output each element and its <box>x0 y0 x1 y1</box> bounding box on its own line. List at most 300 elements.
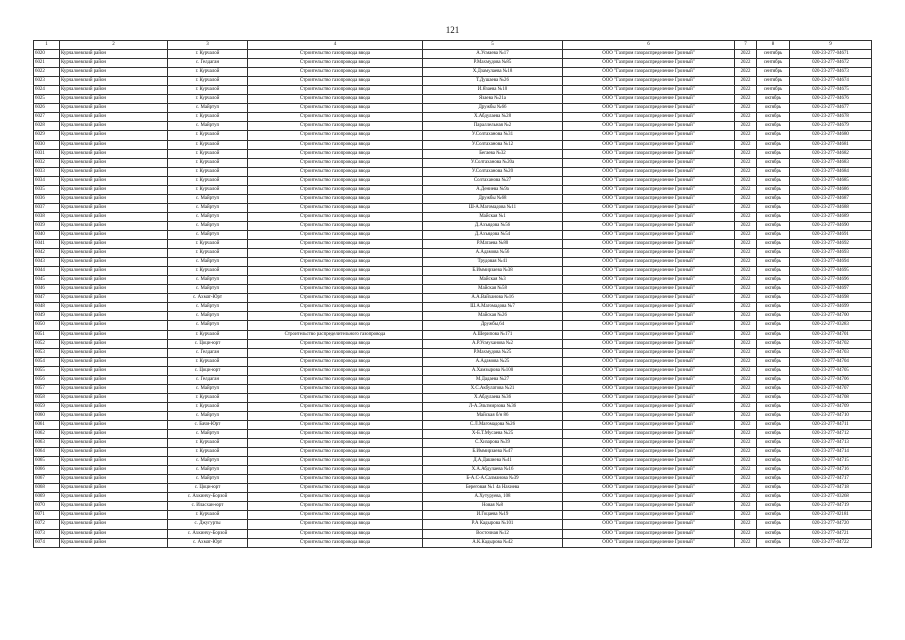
cell-row-number: 6074 <box>34 538 60 547</box>
cell-month: сентябрь <box>757 50 790 59</box>
cell-row-number: 6059 <box>34 402 60 411</box>
cell-month: октябрь <box>757 330 790 339</box>
cell-year: 2022 <box>735 366 757 375</box>
cell-row-number: 6032 <box>34 158 60 167</box>
cell-year: 2022 <box>735 95 757 104</box>
cell-district: Курчалоевский район <box>60 230 168 239</box>
cell-address: Майская б/н 86 <box>423 411 563 420</box>
table-row <box>34 411 872 420</box>
column-header: 3 <box>168 41 248 50</box>
cell-permit-number: 020-23-277-04715 <box>790 457 872 466</box>
cell-work-type: Строительство газопровода ввода <box>248 384 423 393</box>
cell-settlement: с. Гелдаган <box>168 348 248 357</box>
cell-organization: ООО "Газпром газораспределение Грозный" <box>563 149 735 158</box>
table-row <box>34 212 872 221</box>
cell-row-number: 6065 <box>34 457 60 466</box>
column-header: 4 <box>248 41 423 50</box>
cell-permit-number: 020-22-277-03283 <box>790 321 872 330</box>
cell-organization: ООО "Газпром газораспределение Грозный" <box>563 240 735 249</box>
cell-work-type: Строительство газопровода ввода <box>248 285 423 294</box>
cell-row-number: 6027 <box>34 113 60 122</box>
cell-settlement: с. Цоци-юрт <box>168 484 248 493</box>
cell-work-type: Строительство газопровода ввода <box>248 77 423 86</box>
cell-work-type: Строительство газопровода ввода <box>248 113 423 122</box>
cell-settlement: г. Курчалой <box>168 113 248 122</box>
cell-permit-number: 020-23-277-04673 <box>790 68 872 77</box>
table-row <box>34 149 872 158</box>
cell-permit-number: 020-23-277-04689 <box>790 212 872 221</box>
cell-settlement: с. Майртуп <box>168 466 248 475</box>
cell-organization: ООО "Газпром газораспределение Грозный" <box>563 59 735 68</box>
cell-organization: ООО "Газпром газораспределение Грозный" <box>563 357 735 366</box>
cell-row-number: 6064 <box>34 448 60 457</box>
cell-month: октябрь <box>757 402 790 411</box>
cell-address: Р.А Кадырова №101 <box>423 520 563 529</box>
cell-address: А.Хамзырова №100 <box>423 366 563 375</box>
cell-permit-number: 020-23-277-04683 <box>790 158 872 167</box>
cell-year: 2022 <box>735 77 757 86</box>
cell-year: 2022 <box>735 538 757 547</box>
cell-district: Курчалоевский район <box>60 366 168 375</box>
cell-district: Курчалоевский район <box>60 185 168 194</box>
cell-organization: ООО "Газпром газораспределение Грозный" <box>563 249 735 258</box>
table-row <box>34 104 872 113</box>
cell-month: сентябрь <box>757 77 790 86</box>
cell-permit-number: 020-23-277-03268 <box>790 493 872 502</box>
cell-district: Курчалоевский район <box>60 86 168 95</box>
table-row <box>34 457 872 466</box>
cell-organization: ООО "Газпром газораспределение Грозный" <box>563 113 735 122</box>
cell-district: Курчалоевский район <box>60 104 168 113</box>
cell-month: октябрь <box>757 221 790 230</box>
cell-work-type: Строительство газопровода ввода <box>248 303 423 312</box>
cell-district: Курчалоевский район <box>60 357 168 366</box>
column-header: 7 <box>735 41 757 50</box>
cell-organization: ООО "Газпром газораспределение Грозный" <box>563 502 735 511</box>
cell-month: октябрь <box>757 348 790 357</box>
cell-row-number: 6045 <box>34 276 60 285</box>
cell-year: 2022 <box>735 448 757 457</box>
cell-organization: ООО "Газпром газораспределение Грозный" <box>563 131 735 140</box>
cell-settlement: г. Курчалой <box>168 140 248 149</box>
cell-work-type: Строительство газопровода ввода <box>248 393 423 402</box>
cell-address: С.Л.Магомадова №26 <box>423 420 563 429</box>
cell-settlement: с. Ахмат-Юрт <box>168 294 248 303</box>
cell-settlement: с. Гелдаган <box>168 59 248 68</box>
cell-address: У.Солтаханова №12 <box>423 140 563 149</box>
cell-district: Курчалоевский район <box>60 50 168 59</box>
cell-year: 2022 <box>735 484 757 493</box>
cell-address: Х.С.Акбулатова №21 <box>423 384 563 393</box>
cell-district: Курчалоевский район <box>60 68 168 77</box>
cell-address: Ш.А.Магомадова №7 <box>423 303 563 312</box>
cell-permit-number: 020-23-277-04717 <box>790 475 872 484</box>
table-row <box>34 176 872 185</box>
cell-organization: ООО "Газпром газораспределение Грозный" <box>563 77 735 86</box>
cell-district: Курчалоевский район <box>60 122 168 131</box>
cell-district: Курчалоевский район <box>60 321 168 330</box>
cell-organization: ООО "Газпром газораспределение Грозный" <box>563 321 735 330</box>
cell-organization: ООО "Газпром газораспределение Грозный" <box>563 185 735 194</box>
table-row <box>34 77 872 86</box>
cell-work-type: Строительство газопровода ввода <box>248 520 423 529</box>
cell-organization: ООО "Газпром газораспределение Грозный" <box>563 203 735 212</box>
cell-permit-number: 020-23-277-04700 <box>790 312 872 321</box>
cell-district: Курчалоевский район <box>60 348 168 357</box>
cell-district: Курчалоевский район <box>60 95 168 104</box>
cell-year: 2022 <box>735 249 757 258</box>
cell-month: октябрь <box>757 149 790 158</box>
cell-address: Бегаева №32 <box>423 149 563 158</box>
cell-settlement: с. Майртуп <box>168 303 248 312</box>
cell-permit-number: 020-23-277-04696 <box>790 276 872 285</box>
cell-month: октябрь <box>757 511 790 520</box>
cell-month: октябрь <box>757 249 790 258</box>
cell-permit-number: 020-23-277-04719 <box>790 502 872 511</box>
cell-row-number: 6057 <box>34 384 60 393</box>
cell-address: Параллельная №2 <box>423 122 563 131</box>
column-header: 1 <box>34 41 60 50</box>
cell-permit-number: 020-23-277-04671 <box>790 50 872 59</box>
cell-permit-number: 020-23-277-04679 <box>790 122 872 131</box>
cell-row-number: 6062 <box>34 430 60 439</box>
table-row <box>34 366 872 375</box>
cell-work-type: Строительство газопровода ввода <box>248 95 423 104</box>
cell-settlement: г. Курчалой <box>168 448 248 457</box>
cell-row-number: 6072 <box>34 520 60 529</box>
cell-permit-number: 020-23-277-04711 <box>790 420 872 429</box>
cell-district: Курчалоевский район <box>60 457 168 466</box>
cell-settlement: г. Курчалой <box>168 240 248 249</box>
cell-row-number: 6061 <box>34 420 60 429</box>
cell-permit-number: 020-23-277-04722 <box>790 538 872 547</box>
cell-row-number: 6024 <box>34 86 60 95</box>
cell-settlement: с. Майртуп <box>168 104 248 113</box>
cell-month: октябрь <box>757 529 790 538</box>
cell-work-type: Строительство газопровода ввода <box>248 158 423 167</box>
cell-year: 2022 <box>735 212 757 221</box>
table-row <box>34 167 872 176</box>
table-row <box>34 249 872 258</box>
cell-settlement: г. Курчалой <box>168 77 248 86</box>
cell-row-number: 6044 <box>34 267 60 276</box>
cell-work-type: Строительство газопровода ввода <box>248 59 423 68</box>
cell-settlement: г. Курчалой <box>168 95 248 104</box>
cell-district: Курчалоевский район <box>60 384 168 393</box>
table-row <box>34 502 872 511</box>
cell-settlement: с. Ахкинчу-Борзой <box>168 529 248 538</box>
cell-row-number: 6037 <box>34 203 60 212</box>
cell-row-number: 6036 <box>34 194 60 203</box>
cell-year: 2022 <box>735 276 757 285</box>
cell-organization: ООО "Газпром газораспределение Грозный" <box>563 140 735 149</box>
cell-permit-number: 020-23-277-04704 <box>790 357 872 366</box>
cell-month: октябрь <box>757 375 790 384</box>
cell-permit-number: 020-23-277-04703 <box>790 348 872 357</box>
cell-permit-number: 020-23-277-04710 <box>790 411 872 420</box>
cell-row-number: 6026 <box>34 104 60 113</box>
cell-settlement: г. Курчалой <box>168 402 248 411</box>
table-row <box>34 68 872 77</box>
cell-row-number: 6069 <box>34 493 60 502</box>
cell-settlement: с. Гелдаган <box>168 375 248 384</box>
cell-row-number: 6023 <box>34 77 60 86</box>
table-row <box>34 475 872 484</box>
table-row <box>34 258 872 267</box>
cell-work-type: Строительство газопровода ввода <box>248 357 423 366</box>
cell-permit-number: 020-23-277-04682 <box>790 149 872 158</box>
cell-year: 2022 <box>735 230 757 239</box>
cell-address: А.Шерипова №171 <box>423 330 563 339</box>
cell-address: Б.Иммирзаева №38 <box>423 267 563 276</box>
cell-permit-number: 020-23-277-04692 <box>790 240 872 249</box>
cell-district: Курчалоевский район <box>60 529 168 538</box>
cell-year: 2022 <box>735 384 757 393</box>
cell-settlement: с. Майртуп <box>168 258 248 267</box>
cell-organization: ООО "Газпром газораспределение Грозный" <box>563 50 735 59</box>
cell-row-number: 6047 <box>34 294 60 303</box>
cell-district: Курчалоевский район <box>60 312 168 321</box>
cell-month: октябрь <box>757 312 790 321</box>
cell-permit-number: 020-23-277-04678 <box>790 113 872 122</box>
cell-district: Курчалоевский район <box>60 221 168 230</box>
cell-organization: ООО "Газпром газораспределение Грозный" <box>563 95 735 104</box>
table-row <box>34 448 872 457</box>
cell-organization: ООО "Газпром газораспределение Грозный" <box>563 86 735 95</box>
cell-address: Майская №3 <box>423 276 563 285</box>
cell-month: октябрь <box>757 484 790 493</box>
cell-month: октябрь <box>757 167 790 176</box>
cell-year: 2022 <box>735 113 757 122</box>
cell-permit-number: 020-23-277-04677 <box>790 104 872 113</box>
cell-organization: ООО "Газпром газораспределение Грозный" <box>563 402 735 411</box>
cell-year: 2022 <box>735 203 757 212</box>
cell-organization: ООО "Газпром газораспределение Грозный" <box>563 430 735 439</box>
cell-work-type: Строительство газопровода ввода <box>248 420 423 429</box>
cell-work-type: Строительство газопровода ввода <box>248 475 423 484</box>
cell-address: Береговая №1 4а Нахиева <box>423 484 563 493</box>
cell-address: Д.Ахъядова №54 <box>423 230 563 239</box>
cell-year: 2022 <box>735 321 757 330</box>
cell-organization: ООО "Газпром газораспределение Грозный" <box>563 312 735 321</box>
cell-organization: ООО "Газпром газораспределение Грозный" <box>563 484 735 493</box>
cell-settlement: г. Курчалой <box>168 158 248 167</box>
cell-address: Х-Б.Т.Мусаева №25 <box>423 430 563 439</box>
cell-organization: ООО "Газпром газораспределение Грозный" <box>563 439 735 448</box>
cell-work-type: Строительство газопровода ввода <box>248 140 423 149</box>
table-row <box>34 330 872 339</box>
cell-organization: ООО "Газпром газораспределение Грозный" <box>563 194 735 203</box>
cell-organization: ООО "Газпром газораспределение Грозный" <box>563 167 735 176</box>
cell-year: 2022 <box>735 240 757 249</box>
cell-work-type: Строительство газопровода ввода <box>248 375 423 384</box>
cell-organization: ООО "Газпром газораспределение Грозный" <box>563 68 735 77</box>
cell-district: Курчалоевский район <box>60 203 168 212</box>
cell-address: Майская №1 <box>423 212 563 221</box>
cell-district: Курчалоевский район <box>60 249 168 258</box>
cell-year: 2022 <box>735 167 757 176</box>
column-header: 2 <box>60 41 168 50</box>
cell-row-number: 6068 <box>34 484 60 493</box>
table-row <box>34 520 872 529</box>
cell-address: Х.Абдулаева №28 <box>423 113 563 122</box>
table-row <box>34 375 872 384</box>
table-row <box>34 420 872 429</box>
cell-permit-number: 020-23-277-04701 <box>790 330 872 339</box>
cell-row-number: 6050 <box>34 321 60 330</box>
cell-month: октябрь <box>757 240 790 249</box>
cell-work-type: Строительство газопровода ввода <box>248 529 423 538</box>
cell-organization: ООО "Газпром газораспределение Грозный" <box>563 230 735 239</box>
cell-address: А.А.Вайханова №16 <box>423 294 563 303</box>
cell-district: Курчалоевский район <box>60 59 168 68</box>
cell-organization: ООО "Газпром газораспределение Грозный" <box>563 330 735 339</box>
cell-row-number: 6043 <box>34 258 60 267</box>
table-row <box>34 59 872 68</box>
cell-year: 2022 <box>735 520 757 529</box>
cell-settlement: с. Майртуп <box>168 285 248 294</box>
cell-work-type: Строительство газопровода ввода <box>248 149 423 158</box>
cell-organization: ООО "Газпром газораспределение Грозный" <box>563 294 735 303</box>
cell-year: 2022 <box>735 294 757 303</box>
cell-district: Курчалоевский район <box>60 339 168 348</box>
cell-organization: ООО "Газпром газораспределение Грозный" <box>563 466 735 475</box>
cell-month: октябрь <box>757 194 790 203</box>
cell-organization: ООО "Газпром газораспределение Грозный" <box>563 529 735 538</box>
cell-district: Курчалоевский район <box>60 330 168 339</box>
cell-work-type: Строительство газопровода ввода <box>248 167 423 176</box>
cell-settlement: с. Майртуп <box>168 221 248 230</box>
cell-row-number: 6058 <box>34 393 60 402</box>
cell-organization: ООО "Газпром газораспределение Грозный" <box>563 366 735 375</box>
cell-permit-number: 020-23-277-04721 <box>790 529 872 538</box>
table-row <box>34 321 872 330</box>
cell-row-number: 6021 <box>34 59 60 68</box>
cell-address: А.Р.Усмуханова №2 <box>423 339 563 348</box>
column-header: 9 <box>790 41 872 50</box>
cell-work-type: Строительство газопровода ввода <box>248 203 423 212</box>
cell-permit-number: 020-23-277-04697 <box>790 285 872 294</box>
cell-year: 2022 <box>735 158 757 167</box>
table-row <box>34 240 872 249</box>
cell-permit-number: 020-23-277-02181 <box>790 511 872 520</box>
registry-table <box>33 40 872 548</box>
cell-row-number: 6049 <box>34 312 60 321</box>
cell-year: 2022 <box>735 258 757 267</box>
cell-row-number: 6071 <box>34 511 60 520</box>
cell-row-number: 6042 <box>34 249 60 258</box>
table-row <box>34 158 872 167</box>
cell-month: октябрь <box>757 466 790 475</box>
page-number: 121 <box>445 25 460 35</box>
cell-month: октябрь <box>757 95 790 104</box>
cell-settlement: с. Майртуп <box>168 312 248 321</box>
cell-work-type: Строительство газопровода ввода <box>248 185 423 194</box>
cell-address: Б-А.С-А.Салманова №39 <box>423 475 563 484</box>
table-row <box>34 86 872 95</box>
cell-settlement: с. Цоци-юрт <box>168 339 248 348</box>
table-row <box>34 393 872 402</box>
table-row <box>34 303 872 312</box>
column-header: 6 <box>563 41 735 50</box>
cell-row-number: 6020 <box>34 50 60 59</box>
cell-settlement: с. Цоци-юрт <box>168 366 248 375</box>
cell-address: Новая №8 <box>423 502 563 511</box>
cell-address: Л-А.Эльтмирзова №36 <box>423 402 563 411</box>
cell-row-number: 6031 <box>34 149 60 158</box>
cell-district: Курчалоевский район <box>60 77 168 86</box>
table-row <box>34 493 872 502</box>
cell-work-type: Строительство газопровода ввода <box>248 240 423 249</box>
cell-permit-number: 020-23-277-04690 <box>790 221 872 230</box>
table-row <box>34 113 872 122</box>
cell-organization: ООО "Газпром газораспределение Грозный" <box>563 122 735 131</box>
table-row <box>34 402 872 411</box>
cell-month: октябрь <box>757 131 790 140</box>
cell-district: Курчалоевский район <box>60 267 168 276</box>
cell-work-type: Строительство газопровода ввода <box>248 194 423 203</box>
cell-address: И.Гоцаева №19 <box>423 511 563 520</box>
cell-month: октябрь <box>757 457 790 466</box>
cell-row-number: 6046 <box>34 285 60 294</box>
cell-row-number: 6022 <box>34 68 60 77</box>
cell-settlement: г. Курчалой <box>168 86 248 95</box>
cell-year: 2022 <box>735 466 757 475</box>
cell-district: Курчалоевский район <box>60 439 168 448</box>
table-row <box>34 511 872 520</box>
cell-organization: ООО "Газпром газораспределение Грозный" <box>563 267 735 276</box>
cell-row-number: 6040 <box>34 230 60 239</box>
cell-work-type: Строительство газопровода ввода <box>248 249 423 258</box>
cell-district: Курчалоевский район <box>60 167 168 176</box>
table-row <box>34 221 872 230</box>
table-row <box>34 312 872 321</box>
cell-month: октябрь <box>757 393 790 402</box>
cell-settlement: с. Майртуп <box>168 122 248 131</box>
cell-row-number: 6051 <box>34 330 60 339</box>
cell-work-type: Строительство газопровода ввода <box>248 276 423 285</box>
cell-district: Курчалоевский район <box>60 520 168 529</box>
cell-month: октябрь <box>757 294 790 303</box>
cell-row-number: 6055 <box>34 366 60 375</box>
cell-month: октябрь <box>757 339 790 348</box>
cell-permit-number: 020-23-277-04695 <box>790 267 872 276</box>
cell-row-number: 6034 <box>34 176 60 185</box>
cell-address: Восточная №12 <box>423 529 563 538</box>
cell-address: А.Хутуруева, 108 <box>423 493 563 502</box>
table-row <box>34 95 872 104</box>
cell-district: Курчалоевский район <box>60 393 168 402</box>
cell-district: Курчалоевский район <box>60 466 168 475</box>
cell-district: Курчалоевский район <box>60 149 168 158</box>
cell-district: Курчалоевский район <box>60 212 168 221</box>
cell-permit-number: 020-23-277-04708 <box>790 393 872 402</box>
cell-address: Х.Абдулаева №36 <box>423 393 563 402</box>
cell-settlement: с. Майртуп <box>168 475 248 484</box>
cell-settlement: с. Майртуп <box>168 203 248 212</box>
cell-row-number: 6053 <box>34 348 60 357</box>
cell-organization: ООО "Газпром газораспределение Грозный" <box>563 511 735 520</box>
cell-permit-number: 020-23-277-04693 <box>790 249 872 258</box>
cell-work-type: Строительство газопровода ввода <box>248 339 423 348</box>
cell-organization: ООО "Газпром газораспределение Грозный" <box>563 258 735 267</box>
cell-organization: ООО "Газпром газораспределение Грозный" <box>563 448 735 457</box>
cell-district: Курчалоевский район <box>60 502 168 511</box>
cell-address: Д.Ахъядова №56 <box>423 221 563 230</box>
cell-settlement: с. Майртуп <box>168 430 248 439</box>
table-row <box>34 357 872 366</box>
cell-permit-number: 020-23-277-04675 <box>790 86 872 95</box>
